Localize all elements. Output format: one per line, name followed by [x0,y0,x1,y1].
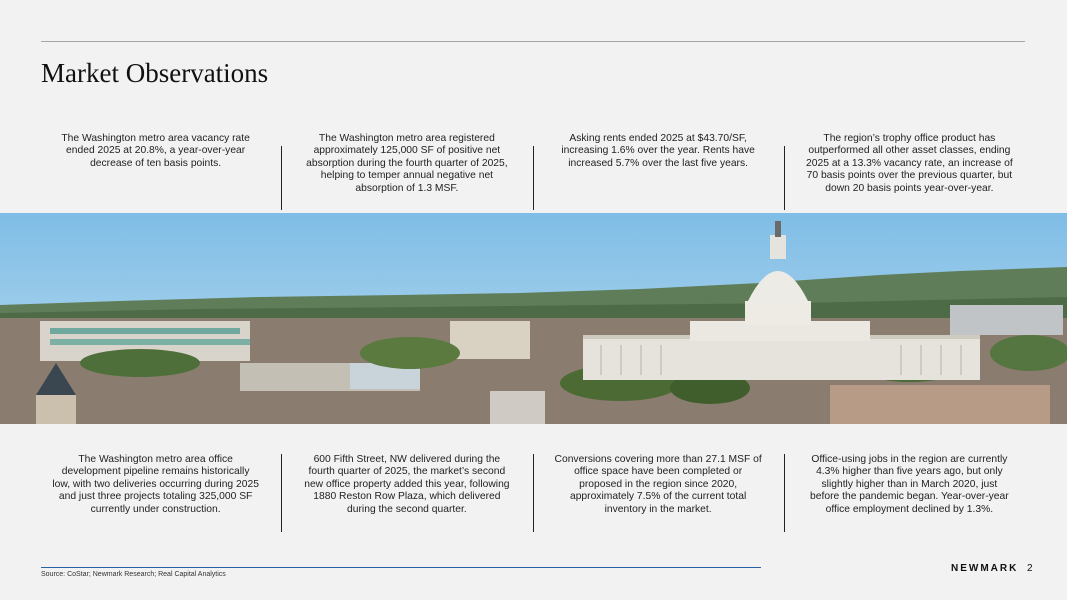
observation-vacancy: The Washington metro area vacancy rate ended 2025 at 20.8%, a year-over-year decrease of ten basis points. [61,133,250,169]
newmark-logo: NEWMARK [951,563,1019,574]
observations-top-row [30,133,1035,211]
observation-absorption: The Washington metro area registered approximately 125,000 SF of positive net absorption during the fourth quarter of 2025, helping to temper annual negative net absorption of 1.3 MSF. [281,133,532,211]
observation-trophy-office: The region’s trophy office product has outperformed all other asset classes, ending 2025 at a 13.3% vacancy rate, an increase of 70 basis points over the previous quarter, but down 20 basis points year-over-year. [784,133,1035,211]
observation-asking-rents: Asking rents ended 2025 at $43.70/SF, increasing 1.6% over the year. Rents have increased 5.7% over the last five years. [533,133,784,211]
observation-office-jobs: Office-using jobs in the region are currently 4.3% higher than five years ago, but only slightly higher than in March 2020, just before the pandemic began. Year-over-year office employment declined by 1.3%. [784,454,1035,532]
observation-conversions: Conversions covering more than 27.1 MSF of office space have been completed or proposed in the region since 2020, approximately 7.5% of the current total inventory in the market. [533,454,784,532]
observation-development-pipeline: The Washington metro area office development pipeline remains historically low, with two deliveries occurring during 2025 and just three projects totaling 325,000 SF currently under construction. [52,454,259,515]
page-title: Market Observations [41,58,269,88]
observations-bottom-row [30,454,1035,532]
top-divider [41,41,1025,42]
source-note: Source: CoStar; Newmark Research; Real Capital Analytics [41,571,226,578]
observation-new-deliveries: 600 Fifth Street, NW delivered during the fourth quarter of 2025, the market’s second new office property added this year, following 1880 Reston Row Plaza, which delivered during the second quarter. [281,454,532,532]
capitol-skyline-image [0,213,1067,424]
footer-divider [41,567,761,568]
page-number: 2 [1027,563,1033,574]
